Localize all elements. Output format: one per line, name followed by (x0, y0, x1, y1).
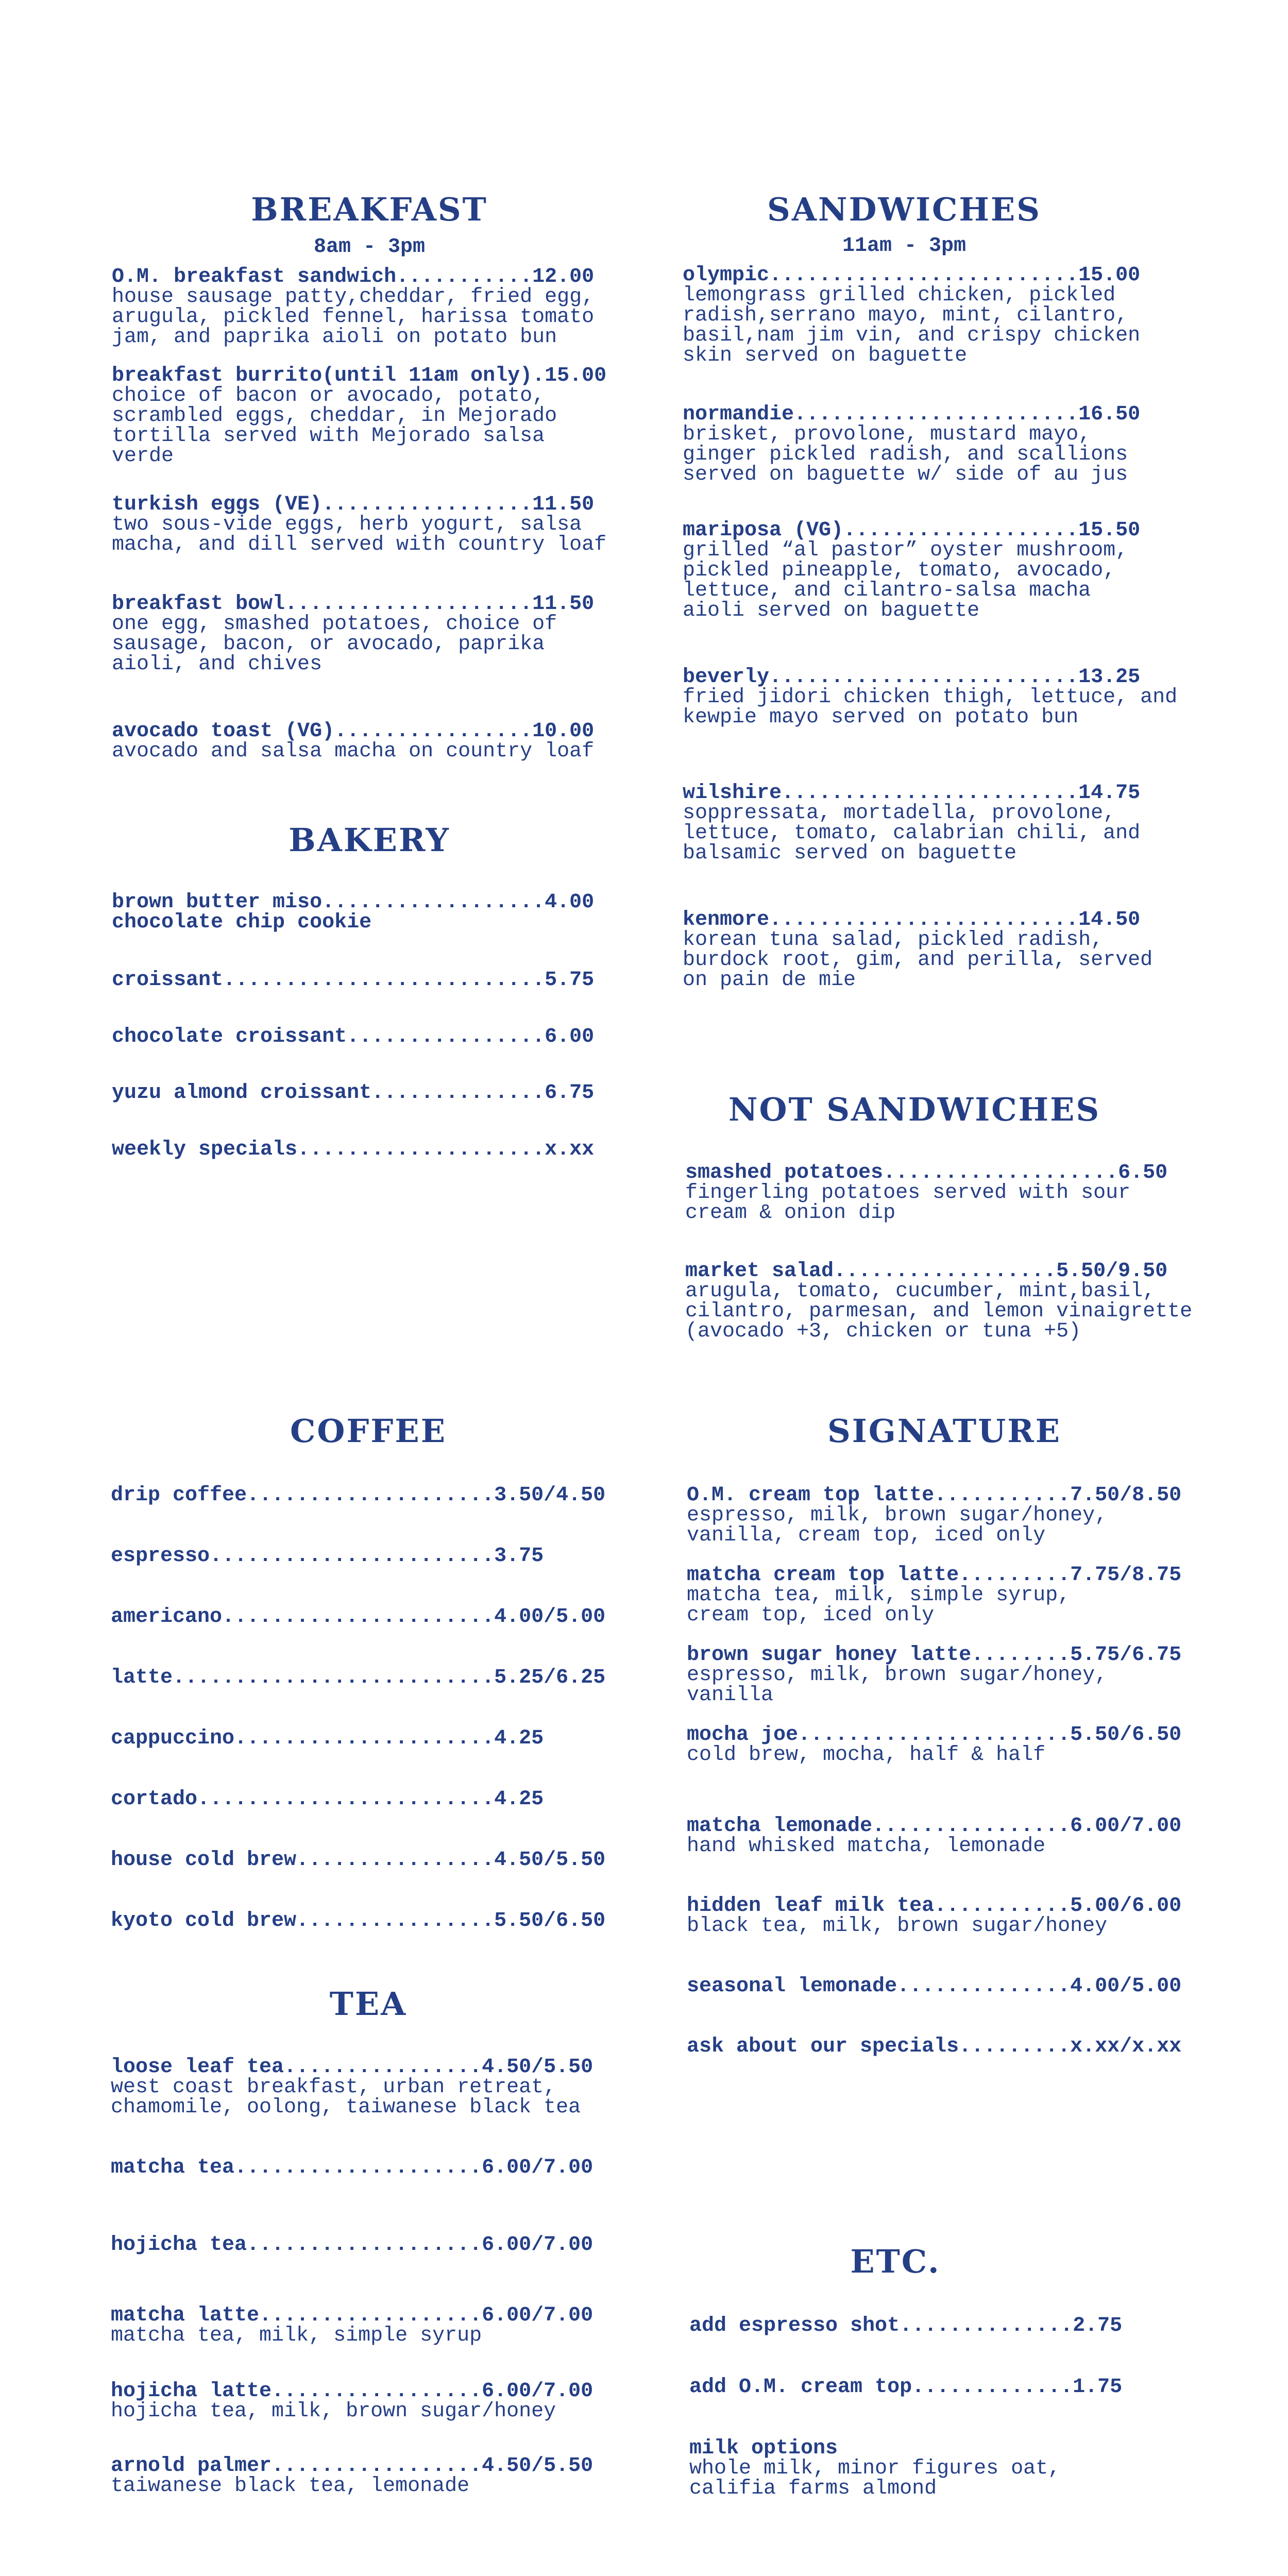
menu-item-om-breakfast-sandwich (112, 267, 627, 347)
item-name: matcha lemonade................6.00/7.00 (687, 1815, 1182, 1838)
item-description: fried jidori chicken thigh, lettuce, and kewpie mayo served on potato bun (683, 686, 1178, 729)
menu-item-kenmore (683, 910, 1198, 990)
not-sandwiches-title: NOT SANDWICHES (728, 1091, 1101, 1128)
item-name: weekly specials....................x.xx (112, 1138, 595, 1161)
item-description: whole milk, minor figures oat, califia farms almond (689, 2457, 1061, 2500)
item-name: turkish eggs (VE).................11.50 (112, 493, 595, 516)
menu-item-wilshire (683, 783, 1198, 863)
menu-item-loose-leaf-tea (111, 2057, 626, 2117)
item-name: ask about our specials.........x.xx/x.xx (687, 2035, 1182, 2058)
menu-item-add-om-cream-top (689, 2377, 1205, 2397)
item-name: breakfast bowl....................11.50 (112, 592, 595, 616)
item-description: house sausage patty,cheddar, fried egg, arugula, pickled fennel, harissa tomato jam, and paprika aioli on potato bun (112, 285, 595, 349)
bakery-title: BAKERY (289, 821, 450, 859)
item-description: fingerling potatoes served with sour cream & onion dip (685, 1181, 1131, 1225)
breakfast-title: BREAKFAST (251, 191, 488, 228)
item-name: matcha cream top latte.........7.75/8.75 (687, 1564, 1182, 1587)
menu-item-olympic (683, 265, 1198, 366)
item-name: hidden leaf milk tea...........5.00/6.00 (687, 1894, 1182, 1918)
item-description: west coast breakfast, urban retreat, chamomile, oolong, taiwanese black tea (111, 2076, 581, 2119)
menu-item-latte (111, 1668, 626, 1688)
item-name: hojicha latte.................6.00/7.00 (111, 2380, 594, 2403)
menu-item-matcha-tea (111, 2158, 626, 2178)
menu-item-americano (111, 1607, 626, 1627)
item-name: add O.M. cream top.............1.75 (689, 2376, 1123, 2399)
menu-item-beverly (683, 667, 1198, 727)
menu-item-hidden-leaf-milk-tea (687, 1896, 1202, 1936)
menu-item-chocolate-croissant (112, 1027, 627, 1047)
item-name: americano......................4.00/5.00 (111, 1605, 606, 1629)
menu-item-matcha-lemonade (687, 1816, 1202, 1856)
item-name: breakfast burrito(until 11am only).15.00 (112, 364, 607, 387)
sandwiches-title: SANDWICHES (767, 191, 1041, 228)
menu-item-hojicha-latte (111, 2381, 626, 2421)
item-name: beverly.........................13.25 (683, 666, 1141, 689)
item-name: espresso.......................3.75 (111, 1545, 544, 1568)
menu-item-brown-sugar-honey-latte (687, 1645, 1202, 1705)
item-name: arnold palmer.................4.50/5.50 (111, 2454, 594, 2478)
item-description: one egg, smashed potatoes, choice of sausage, bacon, or avocado, paprika aioli, and chives (112, 613, 557, 676)
menu-item-hojicha-tea (111, 2235, 626, 2255)
item-name: latte..........................5.25/6.25 (111, 1666, 606, 1689)
item-name: smashed potatoes...................6.50 (685, 1161, 1168, 1184)
menu-item-ask-about-specials (687, 2037, 1202, 2057)
item-name: normandie.......................16.50 (683, 403, 1141, 426)
item-description: hand whisked matcha, lemonade (687, 1835, 1046, 1858)
sandwiches-hours: 11am - 3pm (842, 234, 967, 258)
item-name: brown butter miso..................4.00 chocolate chip cookie (112, 891, 595, 934)
item-name: yuzu almond croissant..............6.75 (112, 1081, 595, 1105)
item-name: mocha joe......................5.50/6.50 (687, 1723, 1182, 1747)
menu-item-breakfast-burrito (112, 366, 627, 466)
menu-item-matcha-latte (111, 2306, 626, 2346)
menu-item-turkish-eggs (112, 495, 627, 555)
item-name: market salad..................5.50/9.50 (685, 1260, 1168, 1283)
item-description: two sous-vide eggs, herb yogurt, salsa macha, and dill served with country loaf (112, 513, 607, 556)
item-name: hojicha tea...................6.00/7.00 (111, 2233, 594, 2257)
item-description: korean tuna salad, pickled radish, burdock root, gim, and perilla, served on pain de mie (683, 928, 1153, 992)
item-description: avocado and salsa macha on country loaf (112, 740, 595, 763)
menu-item-weekly-specials (112, 1140, 627, 1160)
item-description: taiwanese black tea, lemonade (111, 2475, 470, 2498)
menu-item-mariposa (683, 520, 1198, 621)
item-description: hojicha tea, milk, brown sugar/honey (111, 2400, 556, 2423)
item-name: matcha tea....................6.00/7.00 (111, 2156, 594, 2179)
item-description: espresso, milk, brown sugar/honey, vanilla (687, 1664, 1108, 1707)
item-name: kenmore.........................14.50 (683, 908, 1141, 931)
etc-title: ETC. (850, 2243, 941, 2280)
menu-item-om-cream-top-latte (687, 1485, 1202, 1546)
item-name: seasonal lemonade..............4.00/5.00 (687, 1975, 1182, 1998)
item-description: soppressata, mortadella, provolone, lettuce, tomato, calabrian chili, and balsamic served on baguette (683, 802, 1141, 865)
item-name: O.M. breakfast sandwich...........12.00 (112, 265, 595, 289)
item-description: choice of bacon or avocado, potato, scrambled eggs, cheddar, in Mejorado tortilla served with Mejorado salsa verde (112, 384, 557, 468)
item-name: olympic.........................15.00 (683, 264, 1141, 287)
menu-item-matcha-cream-top-latte (687, 1565, 1202, 1625)
menu-item-milk-options (689, 2438, 1205, 2499)
menu-item-smashed-potatoes (685, 1163, 1200, 1223)
menu-item-croissant (112, 970, 627, 990)
item-name: cappuccino.....................4.25 (111, 1727, 544, 1750)
item-name: matcha latte..................6.00/7.00 (111, 2304, 594, 2327)
coffee-title: COFFEE (290, 1412, 447, 1450)
menu-item-cortado (111, 1789, 626, 1809)
item-description: matcha tea, milk, simple syrup (111, 2324, 482, 2347)
menu-item-seasonal-lemonade (687, 1976, 1202, 1996)
menu-item-espresso (111, 1546, 626, 1566)
item-name: house cold brew................4.50/5.50 (111, 1849, 606, 1872)
item-name: avocado toast (VG)................10.00 (112, 720, 595, 743)
item-name: kyoto cold brew................5.50/6.50 (111, 1909, 606, 1933)
breakfast-hours: 8am - 3pm (313, 235, 426, 259)
signature-title: SIGNATURE (827, 1412, 1062, 1450)
item-description: matcha tea, milk, simple syrup, cream top, iced only (687, 1584, 1071, 1627)
menu-item-drip-coffee (111, 1485, 626, 1505)
menu-item-brown-butter-miso-cookie (112, 892, 627, 933)
item-name: loose leaf tea................4.50/5.50 (111, 2056, 594, 2079)
item-name: milk options (689, 2437, 838, 2460)
item-name: O.M. cream top latte...........7.50/8.50 (687, 1484, 1182, 1507)
item-description: black tea, milk, brown sugar/honey (687, 1914, 1108, 1938)
item-description: cold brew, mocha, half & half (687, 1743, 1046, 1767)
menu-item-add-espresso-shot (689, 2316, 1205, 2336)
menu-item-mocha-joe (687, 1725, 1202, 1765)
tea-title: TEA (329, 1985, 408, 2023)
menu-item-arnold-palmer (111, 2456, 626, 2496)
menu-item-normandie (683, 404, 1198, 485)
item-description: grilled “al pastor” oyster mushroom, pickled pineapple, tomato, avocado, lettuce, and cilantro-salsa macha aioli served on baguette (683, 539, 1128, 622)
item-description: brisket, provolone, mustard mayo, ginger pickled radish, and scallions served on baguette w/ side of au jus (683, 423, 1128, 486)
menu-item-market-salad (685, 1261, 1200, 1342)
menu-item-house-cold-brew (111, 1850, 626, 1870)
item-name: add espresso shot..............2.75 (689, 2314, 1123, 2337)
item-name: chocolate croissant................6.00 (112, 1025, 595, 1048)
item-name: brown sugar honey latte........5.75/6.75 (687, 1643, 1182, 1667)
item-name: wilshire........................14.75 (683, 782, 1141, 805)
item-name: drip coffee....................3.50/4.50 (111, 1484, 606, 1507)
item-description: espresso, milk, brown sugar/honey, vanilla, cream top, iced only (687, 1504, 1108, 1547)
item-name: mariposa (VG)...................15.50 (683, 519, 1141, 542)
menu-item-avocado-toast (112, 721, 627, 761)
item-description: lemongrass grilled chicken, pickled radish,serrano mayo, mint, cilantro, basil,nam jim vin, and crispy chicken skin served on baguette (683, 284, 1141, 367)
menu-item-kyoto-cold-brew (111, 1911, 626, 1931)
item-name: croissant..........................5.75 (112, 969, 595, 992)
item-name: cortado........................4.25 (111, 1788, 544, 1811)
menu-item-yuzu-almond-croissant (112, 1083, 627, 1103)
item-description: arugula, tomato, cucumber, mint,basil, cilantro, parmesan, and lemon vinaigrette (avocado +3, chicken or tuna +5) (685, 1280, 1193, 1343)
menu-item-cappuccino (111, 1728, 626, 1749)
menu-item-breakfast-bowl (112, 594, 627, 674)
